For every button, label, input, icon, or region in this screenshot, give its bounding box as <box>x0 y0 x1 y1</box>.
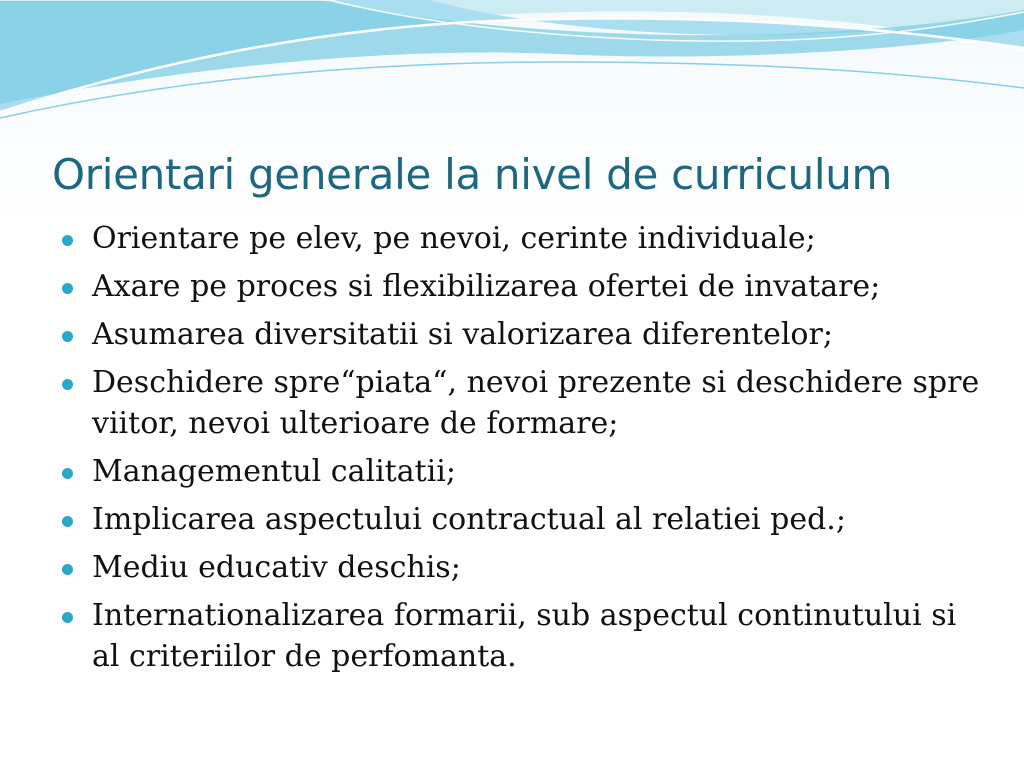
bullet-text: Asumarea diversitatii si valorizarea diferentelor; <box>92 317 833 352</box>
bullet-dot-icon <box>62 331 73 342</box>
bullet-dot-icon <box>62 612 73 623</box>
bullet-text: Orientare pe elev, pe nevoi, cerinte individuale; <box>92 221 816 256</box>
bullet-text: Implicarea aspectului contractual al relatiei ped.; <box>92 502 846 537</box>
bullet-item <box>62 362 982 444</box>
bullet-text: Mediu educativ deschis; <box>92 550 461 585</box>
bullet-dot-icon <box>62 283 73 294</box>
bullet-text: Axare pe proces si flexibilizarea ofertei de invatare; <box>92 269 881 304</box>
bullet-item <box>62 314 982 355</box>
bullet-item <box>62 595 982 677</box>
bullet-dot-icon <box>62 468 73 479</box>
bullet-dot-icon <box>62 235 73 246</box>
slide-title: Orientari generale la nivel de curriculum <box>52 150 893 199</box>
bullet-dot-icon <box>62 379 73 390</box>
decorative-wave-banner <box>0 0 1024 140</box>
bullet-list <box>62 218 982 684</box>
bullet-item <box>62 266 982 307</box>
bullet-dot-icon <box>62 564 73 575</box>
bullet-item <box>62 499 982 540</box>
bullet-text: Internationalizarea formarii, sub aspectul continutului si al criteriilor de perfomanta. <box>92 598 957 674</box>
bullet-item <box>62 218 982 259</box>
bullet-item <box>62 547 982 588</box>
bullet-text: Managementul calitatii; <box>92 454 456 489</box>
bullet-text: Deschidere spre“piata“, nevoi prezente si deschidere spre viitor, nevoi ulterioare de formare; <box>92 365 980 441</box>
bullet-dot-icon <box>62 516 73 527</box>
bullet-item <box>62 451 982 492</box>
